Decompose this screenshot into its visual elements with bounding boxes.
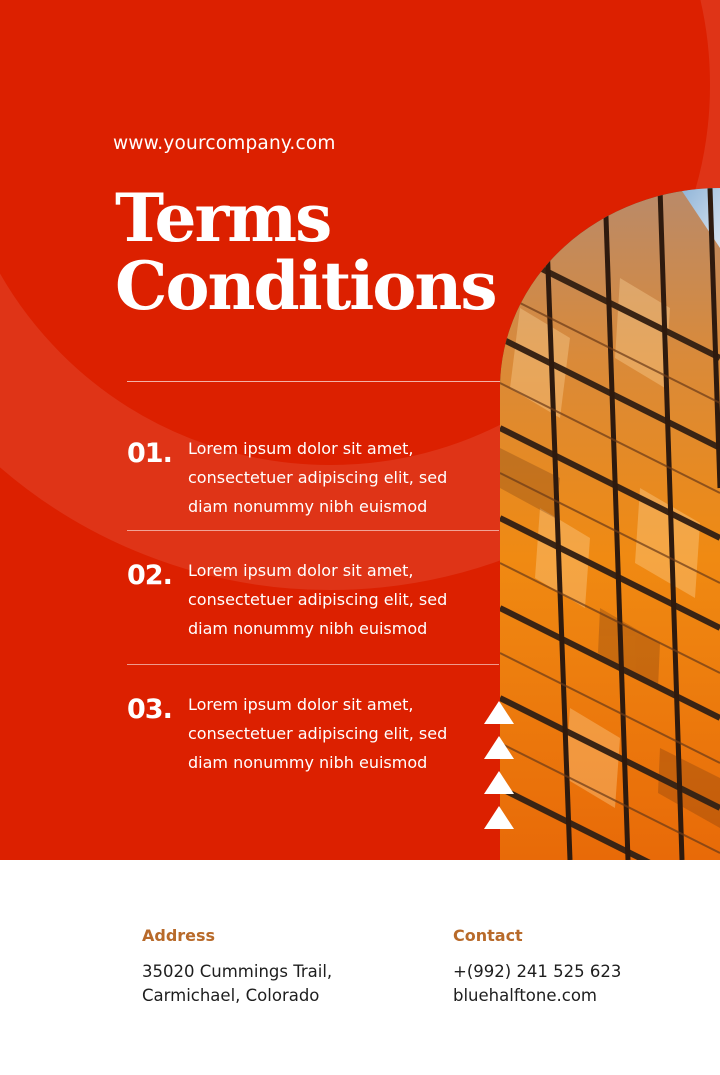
term-text-line: consectetuer adipiscing elit, sed: [188, 724, 448, 743]
term-number: 02.: [127, 560, 172, 591]
contact-phone[interactable]: +(992) 241 525 623: [453, 962, 622, 981]
term-text-line: consectetuer adipiscing elit, sed: [188, 590, 448, 609]
term-divider: [127, 530, 499, 531]
address-label: Address: [142, 926, 216, 945]
term-text-line: diam nonummy nibh euismod: [188, 753, 428, 772]
website-url: www.yourcompany.com: [113, 133, 336, 154]
title-line-2: Conditions: [115, 247, 496, 325]
address-line: Carmichael, Colorado: [142, 986, 320, 1005]
page-title: [115, 179, 496, 325]
term-text-line: Lorem ipsum dolor sit amet,: [188, 439, 414, 458]
triangle-up-icon: [484, 806, 514, 829]
term-description: [188, 434, 488, 521]
contact-block: [453, 926, 621, 1008]
term-number: 03.: [127, 694, 172, 725]
term-divider: [127, 664, 499, 665]
term-text-line: Lorem ipsum dolor sit amet,: [188, 561, 414, 580]
triangle-up-icon: [484, 736, 514, 759]
term-text-line: Lorem ipsum dolor sit amet,: [188, 695, 414, 714]
title-line-1: Terms: [115, 179, 331, 257]
term-description: [188, 690, 488, 777]
triangle-up-icon: [484, 701, 514, 724]
building-photo: [500, 188, 720, 860]
contact-website[interactable]: bluehalftone.com: [453, 986, 597, 1005]
triangle-up-icon: [484, 771, 514, 794]
address-line: 35020 Cummings Trail,: [142, 962, 333, 981]
term-text-line: diam nonummy nibh euismod: [188, 497, 428, 516]
address-block: [142, 926, 332, 1008]
contact-label: Contact: [453, 926, 523, 945]
term-description: [188, 556, 488, 643]
term-number: 01.: [127, 438, 172, 469]
triangle-arrows: [484, 701, 514, 831]
term-text-line: diam nonummy nibh euismod: [188, 619, 428, 638]
term-text-line: consectetuer adipiscing elit, sed: [188, 468, 448, 487]
